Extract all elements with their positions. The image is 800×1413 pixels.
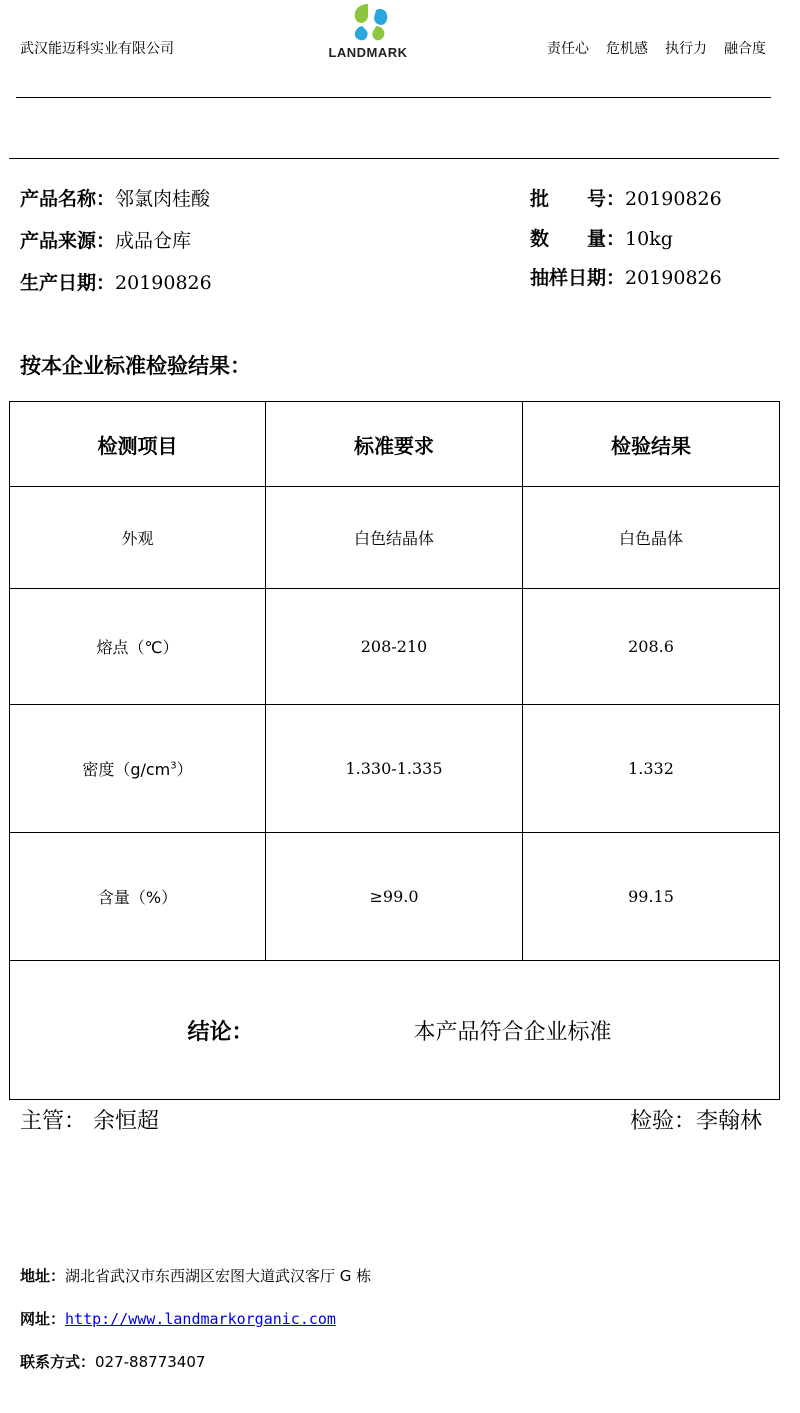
conclusion-text: 本产品符合企业标准 [413,1019,612,1045]
contact-value: 027-88773407 [95,1353,206,1371]
website-link[interactable]: http://www.landmarkorganic.com [65,1310,336,1328]
table-header-row [10,402,780,487]
row-item-text: 密度（g/cm [82,760,171,779]
table-row [10,833,780,961]
inspector-label: 检验： [629,1109,696,1134]
contact-label: 联系方式： [20,1353,96,1371]
sampling-date-label: 抽样日期： [530,267,626,289]
row-item-tail: ） [176,760,193,779]
address-value: 湖北省武汉市东西湖区宏图大道武汉客厅 G 栋 [65,1267,372,1285]
value-item: 危机感 [606,41,648,57]
row-result: 208.6 [523,589,780,705]
batch-row [530,184,722,211]
info-divider [9,158,779,159]
header-item: 检测项目 [10,402,266,487]
row-standard-text: ≥99.0 [369,887,419,906]
website-label: 网址： [20,1310,66,1328]
address-label: 地址： [20,1267,66,1285]
company-values [547,38,766,58]
table-row [10,589,780,705]
sampling-date-value: 20190826 [625,267,722,289]
inspector-name: 李翰林 [695,1109,762,1134]
product-source-label: 产品来源： [20,230,116,252]
batch-label: 批 号： [530,188,626,210]
supervisor-label: 主管： [20,1109,87,1134]
batch-value: 20190826 [625,188,722,210]
quantity-row [530,224,673,251]
row-result: 1.332 [523,705,780,833]
product-name-label: 产品名称： [20,188,116,210]
product-source-row [20,226,191,253]
value-item: 融合度 [724,41,766,57]
value-item: 责任心 [547,41,589,57]
row-item: 外观 [10,487,266,589]
production-date-label: 生产日期： [20,272,116,294]
contact-row [20,1351,205,1372]
results-table [9,401,780,1100]
production-date-value: 20190826 [115,272,212,294]
row-result: 99.15 [523,833,780,961]
section-title: 按本企业标准检验结果： [20,354,251,378]
sampling-date-row [530,263,722,290]
product-name-value: 邻氯肉桂酸 [115,188,211,210]
header-result: 检验结果 [523,402,780,487]
header-divider [16,97,771,98]
supervisor-name: 余恒超 [93,1109,160,1134]
supervisor-signature [20,1104,159,1135]
row-item: 含量（%） [10,833,266,961]
header-standard: 标准要求 [266,402,523,487]
inspector-signature [630,1104,762,1135]
quantity-label: 数 量： [530,228,626,250]
conclusion-row [10,961,780,1100]
product-source-value: 成品仓库 [115,230,192,252]
row-standard: 1.330-1.335 [266,705,523,833]
address-row [20,1265,371,1286]
row-standard: 208-210 [266,589,523,705]
value-item: 执行力 [665,41,707,57]
company-name: 武汉能迈科实业有限公司 [20,41,174,57]
row-item-superscript: 3 [170,760,177,772]
row-item [10,705,266,833]
logo-text: LANDMARK [328,45,408,60]
table-row [10,487,780,589]
product-name-row [20,184,210,211]
row-item: 熔点（℃） [10,589,266,705]
table-row [10,705,780,833]
quantity-value: 10kg [625,228,673,250]
conclusion-label: 结论： [187,1019,254,1045]
row-standard: 白色结晶体 [266,487,523,589]
row-result: 白色晶体 [523,487,780,589]
row-standard [266,833,523,961]
production-date-row [20,268,212,295]
website-row [20,1308,336,1329]
conclusion-cell [10,961,780,1100]
